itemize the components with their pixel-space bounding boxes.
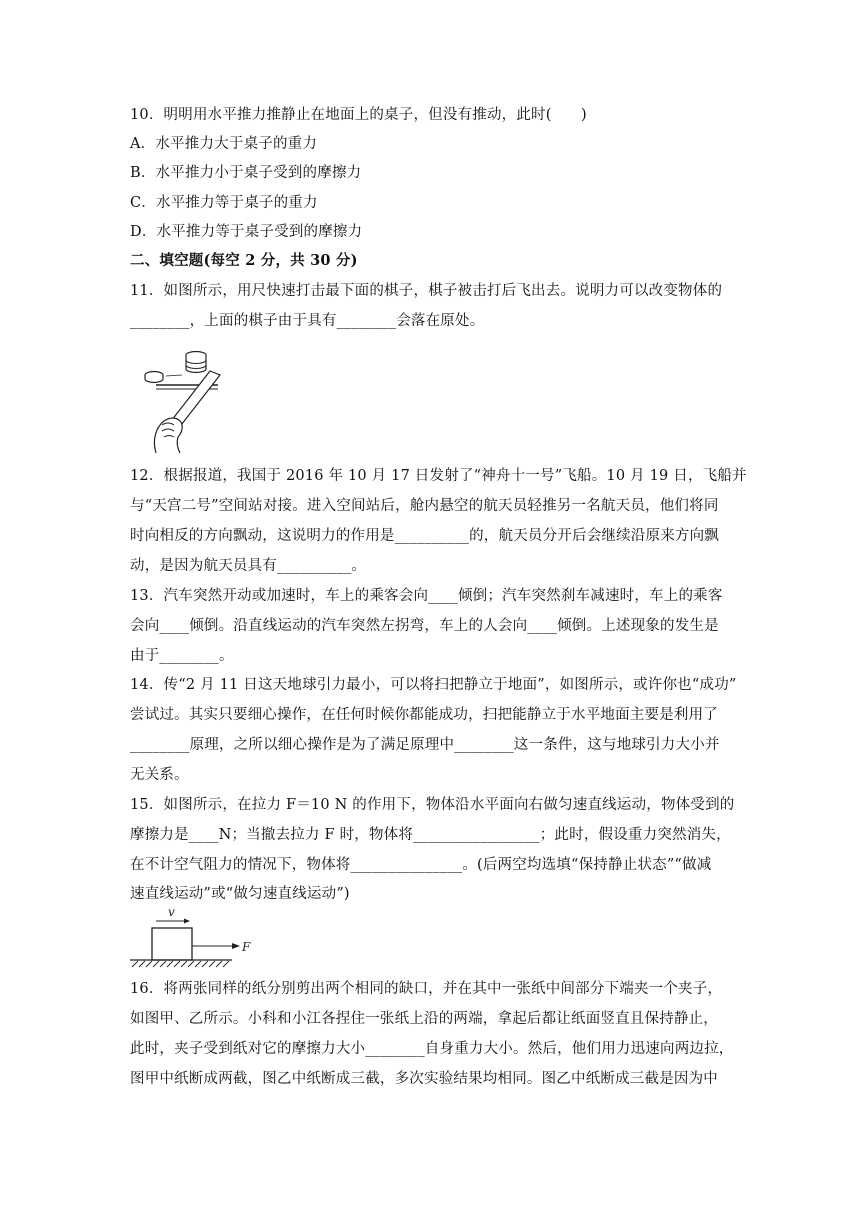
q15-line-1: 15．如图所示，在拉力 F＝10 N 的作用下，物体沿水平面向右做匀速直线运动，物体受到的 [130,797,735,813]
block-force-figure [128,904,268,970]
q12-line-2: 与“天宫二号”空间站对接。进入空间站后，舱内悬空的航天员轻推另一名航天员，他们将同 [130,498,719,514]
q14-line-2: 尝试过。其实只要细心操作，在任何时候你都能成功，扫把能静立于水平地面主要是利用了 [130,707,718,723]
q14-line-4: 无关系。 [130,767,189,783]
q16-line-3: 此时，夹子受到纸对它的摩擦力大小________自身重力大小。然后，他们用力迅速向两边拉， [130,1041,734,1057]
chess-pieces-ruler-figure [138,345,228,455]
q14-line-3: ________原理，之所以细心操作是为了满足原理中________这一条件，这与地球引力大小并 [130,737,720,753]
q11-line-2: ________，上面的棋子由于具有________会落在原处。 [130,313,485,329]
q13-line-3: 由于________。 [130,648,234,664]
q12-line-3: 时向相反的方向飘动，这说明力的作用是__________的，航天员分开后会继续沿原来方向飘 [130,528,719,544]
q15-line-4: 速直线运动”或“做匀速直线运动”) [130,886,350,902]
q16-line-2: 如图甲、乙所示。小科和小江各捏住一张纸上沿的两端，拿起后都让纸面竖直且保持静止， [130,1011,718,1027]
q10-option-a: A．水平推力大于桌子的重力 [130,136,318,152]
q14-line-1: 14．传“2 月 11 日这天地球引力最小，可以将扫把静立于地面”，如图所示，或许你也“成功” [130,677,737,693]
q10-option-c: C．水平推力等于桌子的重力 [130,195,318,211]
q11-line-1: 11．如图所示，用尺快速打击最下面的棋子，棋子被击打后飞出去。说明力可以改变物体的 [130,283,723,299]
section-heading-fill-in: 二、填空题(每空 2 分，共 30 分) [130,252,358,269]
q13-line-2: 会向____倾倒。沿直线运动的汽车突然左拐弯，车上的人会向____倾倒。上述现象的发生是 [130,618,719,634]
q16-line-1: 16．将两张同样的纸分别剪出两个相同的缺口，并在其中一张纸中间部分下端夹一个夹子， [130,981,723,997]
q15-line-3: 在不计空气阻力的情况下，物体将_______________。(后两空均选填“保持静止状态”“做减 [130,857,712,873]
force-label: F [242,940,251,954]
q12-line-4: 动，是因为航天员具有__________。 [130,558,367,574]
q16-line-4: 图甲中纸断成两截，图乙中纸断成三截，多次实验结果均相同。图乙中纸断成三截是因为中 [130,1071,718,1087]
velocity-label: v [168,905,175,919]
q10-stem: 10．明明用水平推力推静止在地面上的桌子，但没有推动，此时( ) [130,107,587,123]
q15-line-2: 摩擦力是____N；当撤去拉力 F 时，物体将_________________；此时，假设重力突然消失， [130,827,731,843]
q13-line-1: 13．汽车突然开动或加速时，车上的乘客会向____倾倒；汽车突然刹车减速时，车上的乘客 [130,588,723,604]
q12-line-1: 12．根据报道，我国于 2016 年 10 月 17 日发射了“神舟十一号”飞船。10 月 19 日，飞船并 [130,468,747,484]
q10-option-b: B．水平推力小于桌子受到的摩擦力 [130,165,362,181]
q10-option-d: D．水平推力等于桌子受到的摩擦力 [130,224,363,240]
